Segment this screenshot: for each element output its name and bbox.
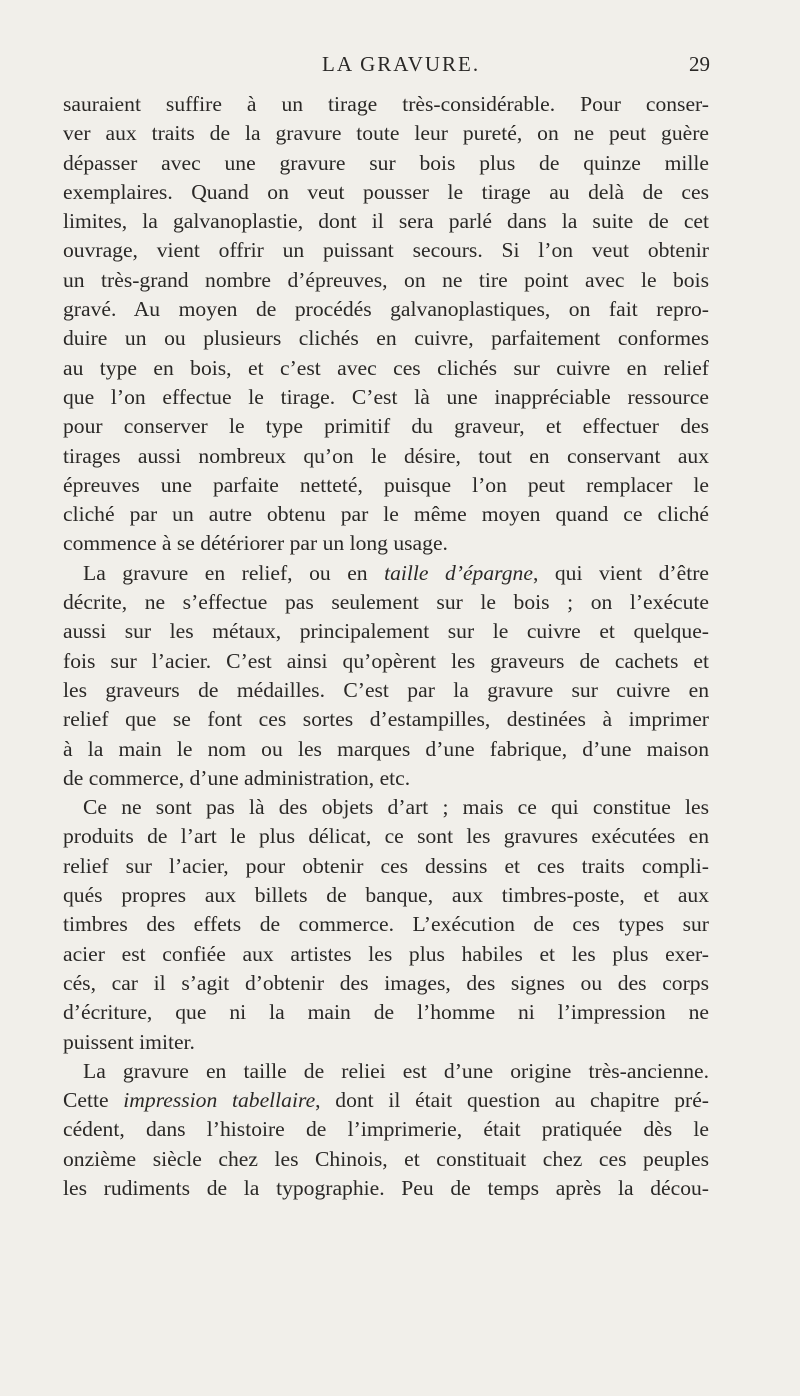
text-line: pour conserver le type primitif du graveur, et effectuer des — [63, 414, 709, 439]
text-line: puissent imiter. — [63, 1029, 195, 1054]
text-line: un très-grand nombre d’épreuves, on ne tire point avec le bois — [63, 267, 709, 292]
text-line: Ce ne sont pas là des objets d’art ; mais ce qui constitue les — [83, 795, 709, 820]
text-run: , qui vient d’être — [532, 560, 709, 585]
text-run: La gravure en relief, ou en — [83, 560, 385, 585]
text-line: fois sur l’acier. C’est ainsi qu’opèrent les graveurs de cachets et — [63, 648, 709, 673]
text-line: décrite, ne s’effectue pas seulement sur le bois ; on l’exécute — [63, 590, 709, 615]
text-line: les rudiments de la typographie. Peu de temps après la décou- — [63, 1175, 709, 1200]
text-run: Cette — [63, 1088, 124, 1113]
text-line: à la main le nom ou les marques d’une fabrique, d’une maison — [63, 736, 709, 761]
page-number: 29 — [689, 52, 710, 76]
text-line: produits de l’art le plus délicat, ce sont les gravures exécutées en — [63, 824, 709, 849]
paragraph-2 — [63, 559, 709, 793]
text-line: timbres des effets de commerce. L’exécution de ces types sur — [63, 912, 709, 937]
text-line: aussi sur les métaux, principalement sur le cuivre et quelque- — [63, 619, 709, 644]
paragraph-1 — [63, 90, 709, 559]
italic-term: taille d’épargne — [384, 560, 533, 585]
text-line — [63, 1086, 709, 1115]
text-line: exemplaires. Quand on veut pousser le tirage au delà de ces — [63, 179, 709, 204]
text-line: acier est confiée aux artistes les plus habiles et les plus exer- — [63, 941, 709, 966]
text-line: duire un ou plusieurs clichés en cuivre, parfaitement conformes — [63, 326, 709, 351]
text-line: relief sur l’acier, pour obtenir ces dessins et ces traits compli- — [63, 853, 709, 878]
text-line: cés, car il s’agit d’obtenir des images, des signes ou des corps — [63, 970, 709, 995]
text-line — [63, 559, 709, 588]
paragraph-3 — [63, 793, 709, 1057]
text-line: d’écriture, que ni la main de l’homme ni l’impression ne — [63, 1000, 709, 1025]
text-line: commence à se détériorer par un long usage. — [63, 531, 448, 556]
text-line: cliché par un autre obtenu par le même moyen quand ce cliché — [63, 502, 709, 527]
text-line: au type en bois, et c’est avec ces clichés sur cuivre en relief — [63, 355, 709, 380]
italic-term: impression tabellaire — [123, 1088, 316, 1113]
text-line: qués propres aux billets de banque, aux timbres-poste, et aux — [63, 883, 709, 908]
paragraph-4 — [63, 1057, 709, 1203]
body-text — [63, 90, 709, 1203]
text-line: La gravure en taille de reliei est d’une origine très-ancienne. — [83, 1058, 709, 1083]
text-line: épreuves une parfaite netteté, puisque l’on peut remplacer le — [63, 472, 709, 497]
running-title: LA GRAVURE. — [322, 52, 481, 76]
text-line: de commerce, d’une administration, etc. — [63, 765, 411, 790]
text-line: ouvrage, vient offrir un puissant secours. Si l’on veut obtenir — [63, 238, 709, 263]
text-run: , dont il était question au chapitre pré- — [315, 1088, 709, 1113]
text-line: onzième siècle chez les Chinois, et constituait chez ces peuples — [63, 1146, 709, 1171]
text-line: limites, la galvanoplastie, dont il sera parlé dans la suite de cet — [63, 209, 709, 234]
text-line: que l’on effectue le tirage. C’est là une inappréciable ressource — [63, 384, 709, 409]
text-line: gravé. Au moyen de procédés galvanoplastiques, on fait repro- — [63, 297, 709, 322]
text-line: dépasser avec une gravure sur bois plus de quinze mille — [63, 150, 709, 175]
text-line: cédent, dans l’histoire de l’imprimerie, était pratiquée dès le — [63, 1117, 709, 1142]
text-line: sauraient suffire à un tirage très-considérable. Pour conser- — [63, 92, 709, 116]
text-line: tirages aussi nombreux qu’on le désire, tout en conservant aux — [63, 443, 709, 468]
text-line: les graveurs de médailles. C’est par la gravure sur cuivre en — [63, 677, 709, 702]
text-line: ver aux traits de la gravure toute leur pureté, on ne peut guère — [63, 121, 709, 146]
text-line: relief que se font ces sortes d’estampilles, destinées à imprimer — [63, 707, 709, 732]
page-header — [90, 52, 710, 82]
